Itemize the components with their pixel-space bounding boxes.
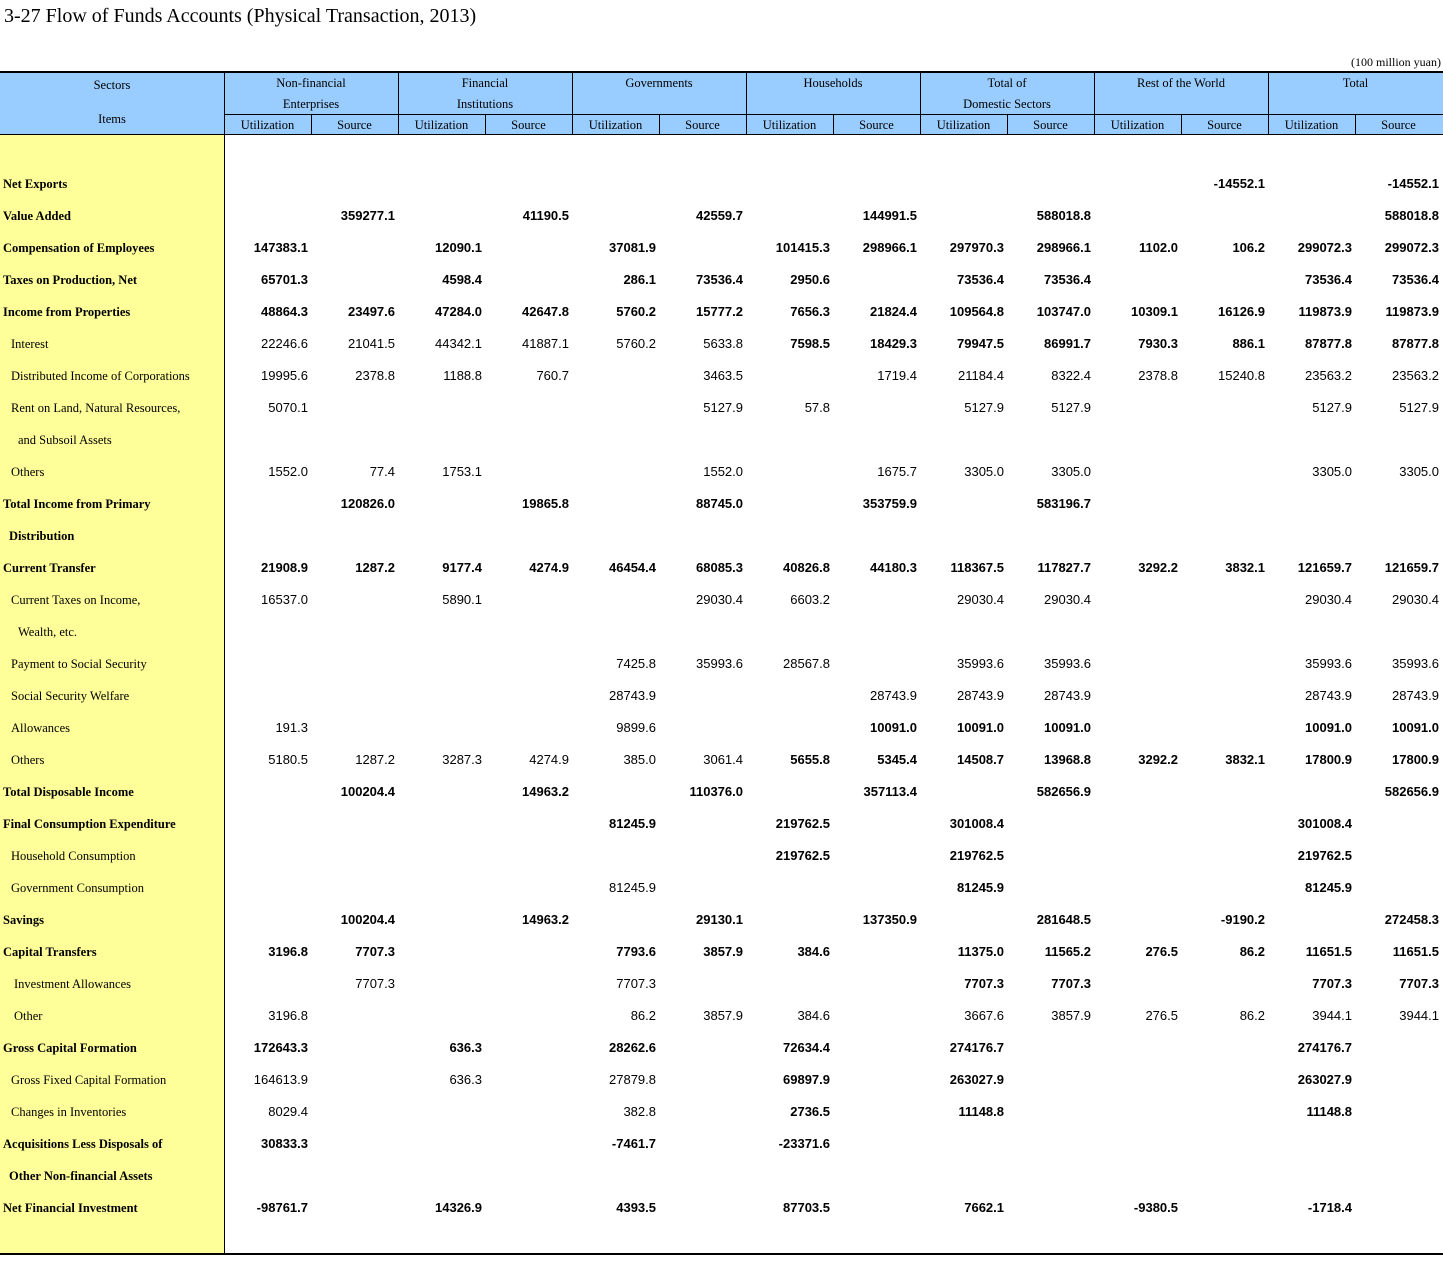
source-cell: 582656.9 [1384,784,1439,799]
source-cell: 2378.8 [355,368,395,383]
utilization-cell: 5760.2 [616,304,656,319]
source-cell: 7707.3 [1051,976,1091,991]
utilization-cell: 22246.6 [261,336,308,351]
utilization-cell: 164613.9 [253,1072,308,1087]
utilization-cell: 172643.3 [253,1040,308,1055]
row-label: Payment to Social Security [11,657,147,671]
utilization-cell: 286.1 [623,272,656,287]
row-label: Investment Allowances [14,977,131,991]
source-cell: 18429.3 [870,336,917,351]
utilization-cell: 121659.7 [1297,560,1352,575]
utilization-cell: 21908.9 [261,560,308,575]
source-cell: 100204.4 [340,912,395,927]
utilization-cell: 37081.9 [609,240,656,255]
utilization-cell: 28567.8 [783,656,830,671]
utilization-cell: 40826.8 [783,560,830,575]
row-label: Value Added [3,209,71,223]
row-label: Compensation of Employees [3,241,155,255]
page-title: 3-27 Flow of Funds Accounts (Physical Transaction, 2013) [4,5,477,27]
utilization-cell: 276.5 [1145,1008,1178,1023]
source-cell: 3832.1 [1225,752,1265,767]
source-cell: 1552.0 [703,464,743,479]
row-label: Distributed Income of Corporations [11,369,190,383]
utilization-cell: 27879.8 [609,1072,656,1087]
source-cell: 5127.9 [703,400,743,415]
source-cell: 29130.1 [696,912,743,927]
utilization-cell: 14326.9 [435,1200,482,1215]
utilization-cell: 7425.8 [616,656,656,671]
source-cell: 14963.2 [522,912,569,927]
utilization-cell: 7930.3 [1138,336,1178,351]
utilization-header: Utilization [240,118,295,132]
utilization-cell: 44342.1 [435,336,482,351]
utilization-cell: 1552.0 [268,464,308,479]
utilization-header: Utilization [414,118,469,132]
source-cell: 1287.2 [355,560,395,575]
utilization-cell: 5180.5 [268,752,308,767]
utilization-cell: 79947.5 [957,336,1004,351]
utilization-cell: 263027.9 [1297,1072,1352,1087]
row-label: Capital Transfers [3,945,97,959]
source-cell: 3857.9 [703,944,743,959]
utilization-cell: 46454.4 [609,560,656,575]
source-cell: 5345.4 [877,752,917,767]
utilization-cell: 11651.5 [1305,944,1352,959]
utilization-cell: 3667.6 [964,1008,1004,1023]
source-cell: 137350.9 [862,912,917,927]
utilization-cell: 636.3 [449,1072,482,1087]
row-label: Savings [3,913,44,927]
source-cell: -14552.1 [1213,176,1265,191]
utilization-cell: 30833.3 [261,1136,308,1151]
utilization-header: Utilization [762,118,817,132]
source-cell: 3857.9 [1051,1008,1091,1023]
utilization-cell: 299072.3 [1297,240,1352,255]
source-cell: 28743.9 [1392,688,1439,703]
row-label: Government Consumption [11,881,144,895]
row-label: and Subsoil Assets [18,433,112,447]
utilization-cell: 1188.8 [443,368,482,383]
source-cell: 15777.2 [696,304,743,319]
utilization-cell: -1718.4 [1307,1200,1352,1215]
source-cell: 3857.9 [703,1008,743,1023]
sector-header: Total of [987,76,1027,90]
source-cell: 5127.9 [1051,400,1091,415]
utilization-cell: 301008.4 [1297,816,1352,831]
source-cell: 41190.5 [522,208,569,223]
source-cell: 10091.0 [1392,720,1439,735]
utilization-cell: -7461.7 [611,1136,656,1151]
row-label: Final Consumption Expenditure [3,817,176,831]
utilization-cell: 219762.5 [775,848,830,863]
utilization-cell: 5127.9 [964,400,1004,415]
utilization-cell: 147383.1 [253,240,308,255]
source-cell: 298966.1 [862,240,917,255]
utilization-cell: 1102.0 [1138,240,1178,255]
corner-sectors-label: Sectors [93,78,131,92]
row-label: Others [11,465,45,479]
source-cell: 28743.9 [1044,688,1091,703]
source-cell: 44180.3 [870,560,917,575]
row-label: Others [11,753,45,767]
row-label: Current Transfer [3,561,96,575]
sector-header: Households [803,76,863,90]
corner-items-label: Items [98,112,126,126]
sector-header: Total [1342,76,1369,90]
row-label: Household Consumption [11,849,136,863]
utilization-cell: 4598.4 [442,272,482,287]
source-cell: 588018.8 [1036,208,1091,223]
utilization-cell: 28743.9 [1305,688,1352,703]
source-cell: 28743.9 [870,688,917,703]
source-cell: 281648.5 [1036,912,1091,927]
utilization-cell: 3305.0 [964,464,1004,479]
utilization-cell: -23371.6 [778,1136,830,1151]
source-cell: 29030.4 [1392,592,1439,607]
bottom-rule [0,1253,1443,1255]
source-cell: 42559.7 [696,208,743,223]
source-cell: 4274.9 [529,560,569,575]
source-cell: 35993.6 [1392,656,1439,671]
source-cell: 10091.0 [1044,720,1091,735]
utilization-cell: 3944.1 [1312,1008,1352,1023]
source-cell: 3305.0 [1399,464,1439,479]
source-header: Source [337,118,372,132]
source-cell: 4274.9 [529,752,569,767]
utilization-cell: 69897.9 [783,1072,830,1087]
source-cell: -14552.1 [1387,176,1439,191]
utilization-cell: 17800.9 [1305,752,1352,767]
source-header: Source [1381,118,1416,132]
row-label: Interest [11,337,49,351]
source-header: Source [685,118,720,132]
utilization-cell: 3196.8 [268,944,308,959]
utilization-cell: 7707.3 [964,976,1004,991]
utilization-cell: 12090.1 [435,240,482,255]
source-cell: 117827.7 [1037,560,1091,575]
sector-header: Governments [625,76,693,90]
utilization-cell: 10309.1 [1131,304,1178,319]
utilization-cell: 35993.6 [1305,656,1352,671]
source-cell: 357113.4 [863,784,917,799]
source-cell: 103747.0 [1036,304,1091,319]
utilization-header: Utilization [1284,118,1339,132]
source-cell: 29030.4 [696,592,743,607]
utilization-header: Utilization [936,118,991,132]
utilization-cell: 5127.9 [1312,400,1352,415]
utilization-cell: 81245.9 [957,880,1004,895]
utilization-cell: 65701.3 [261,272,308,287]
utilization-cell: 7793.6 [616,944,656,959]
utilization-cell: 276.5 [1145,944,1178,959]
source-cell: 17800.9 [1392,752,1439,767]
source-cell: 120826.0 [340,496,395,511]
source-cell: 110376.0 [689,784,743,799]
source-cell: 23497.6 [348,304,395,319]
source-cell: -9190.2 [1220,912,1265,927]
source-cell: 35993.6 [1044,656,1091,671]
utilization-cell: 73536.4 [1305,272,1352,287]
utilization-cell: 3292.2 [1138,560,1178,575]
source-cell: 86991.7 [1044,336,1091,351]
utilization-header: Utilization [588,118,643,132]
sector-header: Institutions [456,97,514,111]
source-cell: 5633.8 [703,336,743,351]
utilization-cell: 10091.0 [1305,720,1352,735]
sector-header: Non-financial [276,76,346,90]
source-cell: 760.7 [536,368,569,383]
utilization-cell: 11148.8 [1306,1104,1352,1119]
utilization-cell: 301008.4 [949,816,1004,831]
utilization-cell: 219762.5 [1297,848,1352,863]
utilization-cell: 35993.6 [957,656,1004,671]
sector-header: Domestic Sectors [963,97,1051,111]
source-cell: 121659.7 [1384,560,1439,575]
row-label: Total Income from Primary [3,497,151,511]
source-cell: 7707.3 [355,976,395,991]
source-cell: 19865.8 [522,496,569,511]
source-header: Source [1207,118,1242,132]
utilization-cell: 72634.4 [783,1040,830,1055]
utilization-cell: 109564.8 [949,304,1004,319]
source-header: Source [1033,118,1068,132]
utilization-cell: 118367.5 [950,560,1004,575]
source-cell: 41887.1 [522,336,569,351]
utilization-cell: 48864.3 [261,304,308,319]
utilization-cell: 5655.8 [790,752,830,767]
utilization-cell: 87703.5 [783,1200,830,1215]
utilization-cell: 7707.3 [616,976,656,991]
source-cell: 68085.3 [696,560,743,575]
row-label: Social Security Welfare [11,689,130,703]
unit-note: (100 million yuan) [1351,55,1441,69]
source-cell: 3061.4 [703,752,743,767]
utilization-cell: 3287.3 [442,752,482,767]
source-cell: 353759.9 [862,496,917,511]
utilization-cell: 382.8 [623,1104,656,1119]
source-cell: 23563.2 [1392,368,1439,383]
source-cell: 3463.5 [703,368,743,383]
utilization-cell: -98761.7 [256,1200,308,1215]
utilization-cell: 274176.7 [949,1040,1004,1055]
source-cell: 1287.2 [355,752,395,767]
utilization-cell: 636.3 [449,1040,482,1055]
utilization-cell: 81245.9 [1305,880,1352,895]
source-cell: 14963.2 [522,784,569,799]
utilization-cell: 81245.9 [609,880,656,895]
source-cell: 86.2 [1239,944,1265,959]
source-cell: 10091.0 [870,720,917,735]
source-cell: 106.2 [1232,240,1265,255]
utilization-cell: 3196.8 [268,1008,308,1023]
utilization-cell: 7598.5 [790,336,830,351]
source-cell: 11565.2 [1044,944,1091,959]
utilization-cell: 384.6 [797,944,830,959]
source-cell: 144991.5 [862,208,917,223]
source-cell: 8322.4 [1051,368,1091,383]
source-cell: 15240.8 [1218,368,1265,383]
source-cell: 3832.1 [1225,560,1265,575]
utilization-cell: -9380.5 [1133,1200,1178,1215]
source-cell: 582656.9 [1036,784,1091,799]
utilization-cell: 57.8 [804,400,830,415]
source-cell: 3305.0 [1051,464,1091,479]
utilization-cell: 219762.5 [949,848,1004,863]
utilization-cell: 29030.4 [1305,592,1352,607]
source-cell: 29030.4 [1044,592,1091,607]
row-label: Gross Fixed Capital Formation [11,1073,167,1087]
source-cell: 1675.7 [877,464,917,479]
row-label: Current Taxes on Income, [11,593,141,607]
source-cell: 73536.4 [1392,272,1439,287]
source-cell: 21041.5 [348,336,395,351]
source-cell: 21824.4 [870,304,917,319]
utilization-cell: 47284.0 [435,304,482,319]
source-cell: 73536.4 [696,272,743,287]
source-cell: 35993.6 [696,656,743,671]
utilization-cell: 5890.1 [442,592,482,607]
source-cell: 1719.4 [877,368,917,383]
utilization-cell: 73536.4 [957,272,1004,287]
utilization-cell: 6603.2 [790,592,830,607]
utilization-cell: 3305.0 [1312,464,1352,479]
utilization-cell: 21184.4 [957,368,1004,383]
row-label: Changes in Inventories [11,1105,127,1119]
utilization-cell: 19995.6 [261,368,308,383]
utilization-cell: 119873.9 [1298,304,1352,319]
utilization-cell: 385.0 [623,752,656,767]
source-cell: 298966.1 [1036,240,1091,255]
utilization-cell: 8029.4 [268,1104,308,1119]
utilization-cell: 14508.7 [957,752,1004,767]
source-cell: 77.4 [369,464,395,479]
source-cell: 86.2 [1239,1008,1265,1023]
row-label: Taxes on Production, Net [3,273,138,287]
utilization-cell: 9899.6 [616,720,656,735]
row-label: Acquisitions Less Disposals of [3,1137,163,1151]
utilization-cell: 297970.3 [949,240,1004,255]
utilization-cell: 28262.6 [609,1040,656,1055]
source-cell: 16126.9 [1218,304,1265,319]
utilization-cell: 7707.3 [1312,976,1352,991]
utilization-cell: 23563.2 [1305,368,1352,383]
source-cell: 7707.3 [355,944,395,959]
utilization-cell: 11375.0 [957,944,1004,959]
source-cell: 73536.4 [1044,272,1091,287]
row-label: Distribution [9,529,75,543]
row-label: Gross Capital Formation [3,1041,137,1055]
utilization-cell: 2950.6 [790,272,830,287]
utilization-cell: 16537.0 [261,592,308,607]
utilization-cell: 4393.5 [616,1200,656,1215]
row-label: Total Disposable Income [3,785,134,799]
utilization-cell: 28743.9 [957,688,1004,703]
row-label: Income from Properties [3,305,131,319]
utilization-cell: 9177.4 [442,560,482,575]
source-cell: 583196.7 [1036,496,1091,511]
utilization-cell: 191.3 [275,720,308,735]
source-cell: 13968.8 [1044,752,1091,767]
row-label: Net Exports [3,177,68,191]
source-cell: 119873.9 [1385,304,1439,319]
utilization-header: Utilization [1110,118,1165,132]
source-header: Source [511,118,546,132]
utilization-cell: 263027.9 [949,1072,1004,1087]
utilization-cell: 81245.9 [609,816,656,831]
row-label: Rent on Land, Natural Resources, [11,401,181,415]
utilization-cell: 87877.8 [1305,336,1352,351]
source-header: Source [859,118,894,132]
utilization-cell: 10091.0 [957,720,1004,735]
source-cell: 42647.8 [522,304,569,319]
sector-header: Financial [461,76,509,90]
row-label: Allowances [11,721,71,735]
sector-header: Rest of the World [1137,76,1225,90]
source-cell: 88745.0 [696,496,743,511]
utilization-cell: 29030.4 [957,592,1004,607]
utilization-cell: 7656.3 [790,304,830,319]
utilization-cell: 101415.3 [775,240,830,255]
utilization-cell: 2378.8 [1138,368,1178,383]
row-label: Other Non-financial Assets [9,1169,153,1183]
utilization-cell: 7662.1 [964,1200,1004,1215]
utilization-cell: 5070.1 [268,400,308,415]
source-cell: 100204.4 [340,784,395,799]
utilization-cell: 3292.2 [1138,752,1178,767]
source-cell: 359277.1 [340,208,395,223]
utilization-cell: 1753.1 [442,464,482,479]
sector-header: Enterprises [282,97,340,111]
source-cell: 299072.3 [1384,240,1439,255]
source-cell: 11651.5 [1392,944,1439,959]
row-label: Other [14,1009,43,1023]
source-cell: 3944.1 [1399,1008,1439,1023]
source-cell: 272458.3 [1384,912,1439,927]
source-cell: 5127.9 [1399,400,1439,415]
utilization-cell: 219762.5 [775,816,830,831]
utilization-cell: 11148.8 [958,1104,1004,1119]
utilization-cell: 274176.7 [1297,1040,1352,1055]
utilization-cell: 5760.2 [616,336,656,351]
source-cell: 87877.8 [1392,336,1439,351]
source-cell: 886.1 [1232,336,1265,351]
utilization-cell: 384.6 [797,1008,830,1023]
row-label: Net Financial Investment [3,1201,138,1215]
utilization-cell: 2736.5 [790,1104,830,1119]
utilization-cell: 28743.9 [609,688,656,703]
row-label: Wealth, etc. [18,625,78,639]
utilization-cell: 86.2 [630,1008,656,1023]
source-cell: 588018.8 [1384,208,1439,223]
source-cell: 7707.3 [1399,976,1439,991]
